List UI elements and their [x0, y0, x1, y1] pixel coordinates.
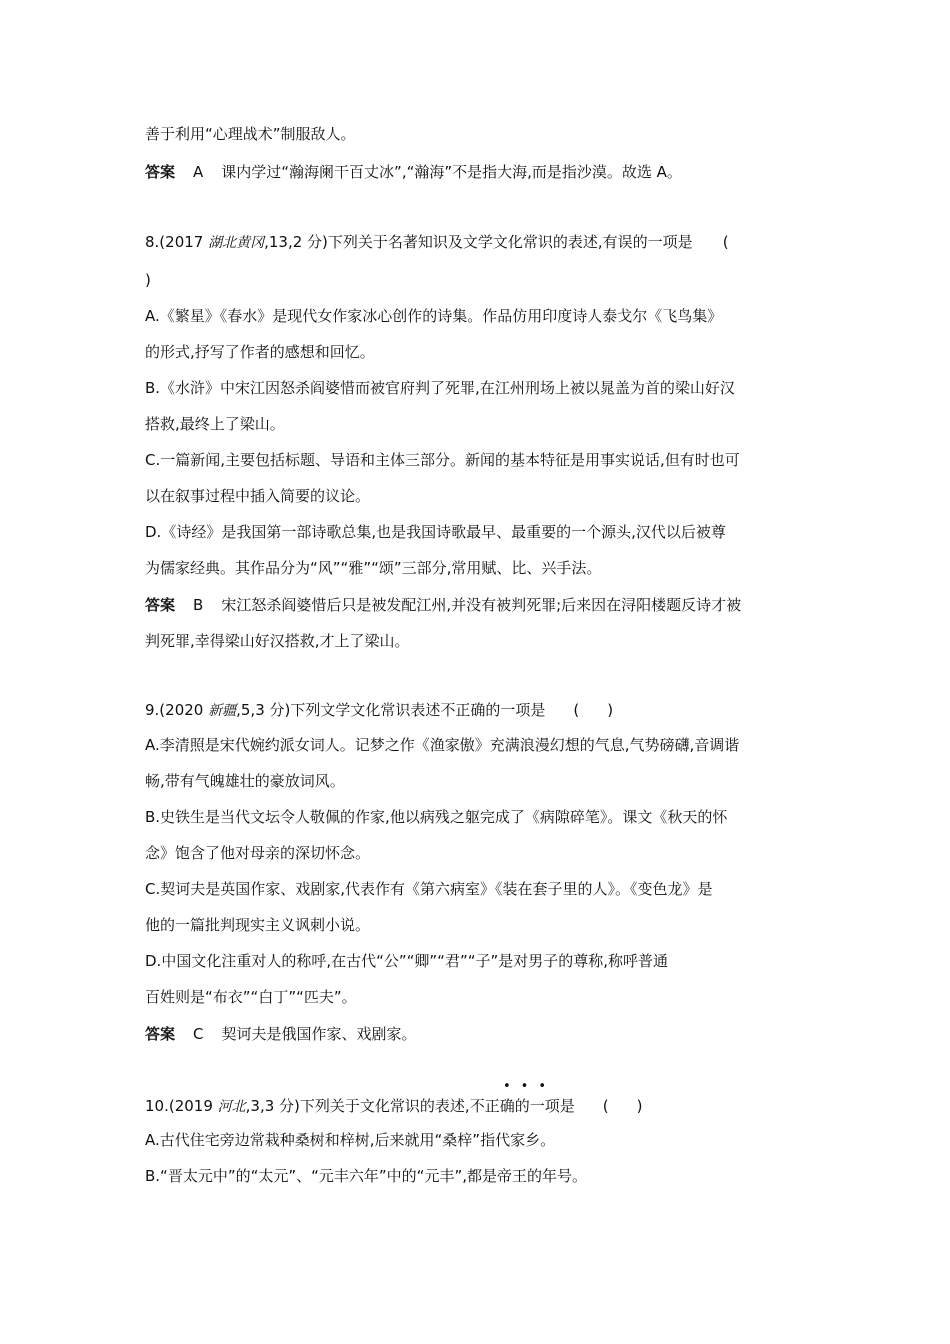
question-meta: ,13,2 分)	[264, 233, 328, 251]
option-b-line1: B.《水浒》中宋江因怒杀阎婆惜而被官府判了死罪,在江州刑场上被以晁盖为首的梁山好汉	[145, 379, 735, 397]
question-number: 9.(2020	[145, 701, 209, 719]
question-text: 下列关于名著知识及文学文化常识的表述,有误的一项是	[327, 233, 693, 251]
option-c-line1: C.一篇新闻,主要包括标题、导语和主体三部分。新闻的基本特征是用事实说话,但有时也可	[145, 451, 740, 469]
question-source: 新疆	[208, 703, 237, 719]
option-c-line2: 他的一篇批判现实主义讽刺小说。	[145, 916, 371, 934]
answer-paren: ()	[573, 701, 642, 719]
answer-8	[145, 595, 741, 615]
option-d-line2: 百姓则是“布衣”“白丁”“匹夫”。	[145, 988, 357, 1006]
option-b-line2: 念》饱含了他对母亲的深切怀念。	[145, 844, 371, 862]
answer-letter: C	[193, 1025, 204, 1043]
question-number: 8.(2017	[145, 233, 209, 251]
option-c-line1: C.契诃夫是英国作家、戏剧家,代表作有《第六病室》《装在套子里的人》。《变色龙》是	[145, 880, 713, 898]
answer-paren: ()	[602, 1097, 671, 1115]
option-a-line1: A.李清照是宋代婉约派女词人。记梦之作《渔家傲》充满浪漫幻想的气息,气势磅礴,音调谐	[145, 736, 740, 754]
option-a-line1: A.古代住宅旁边常栽种桑树和梓树,后来就用“桑梓”指代家乡。	[145, 1131, 556, 1149]
question-source: 河北	[217, 1099, 246, 1115]
option-b-line1: B.“晋太元中”的“太元”、“元丰六年”中的“元丰”,都是帝王的年号。	[145, 1167, 587, 1185]
option-d-line1: D.《诗经》是我国第一部诗歌总集,也是我国诗歌最早、最重要的一个源头,汉代以后被尊	[145, 523, 726, 541]
question-source: 湖北黄冈	[208, 235, 265, 251]
option-b-line2: 搭救,最终上了梁山。	[145, 415, 285, 433]
answer-label: 答案	[145, 1025, 176, 1043]
answer-8-line2: 判死罪,幸得梁山好汉搭救,才上了梁山。	[145, 632, 410, 650]
question-10-stem	[145, 1096, 670, 1117]
answer-text: 宋江怒杀阎婆惜后只是被发配江州,并没有被判死罪;后来因在浔阳楼题反诗才被	[221, 596, 742, 614]
option-d-line1: D.中国文化注重对人的称呼,在古代“公”“卿”“君”“子”是对男子的尊称,称呼普通	[145, 952, 669, 970]
question-meta: ,3,3 分)	[245, 1097, 300, 1115]
intro-line: 善于利用“心理战术”制服敌人。	[145, 125, 356, 143]
option-a-line2: 畅,带有气魄雄壮的豪放词风。	[145, 772, 345, 790]
answer-label: 答案	[145, 596, 176, 614]
answer-label: 答案	[145, 163, 176, 181]
option-b-line1: B.史铁生是当代文坛令人敬佩的作家,他以病残之躯完成了《病隙碎笔》。课文《秋天的怀	[145, 808, 728, 826]
answer-9	[145, 1024, 417, 1044]
question-meta: ,5,3 分)	[236, 701, 291, 719]
option-a-line2: 的形式,抒写了作者的感想和回忆。	[145, 343, 375, 361]
answer-text: 课内学过“瀚海阑干百丈冰”,“瀚海”不是指大海,而是指沙漠。故选 A。	[221, 163, 682, 181]
option-d-line2: 为儒家经典。其作品分为“风”“雅”“颂”三部分,常用赋、比、兴手法。	[145, 559, 602, 577]
answer-letter: A	[193, 163, 204, 181]
answer-paren-close: )	[145, 271, 151, 289]
option-c-line2: 以在叙事过程中插入简要的议论。	[145, 487, 371, 505]
question-emphasis: 不正确	[469, 1097, 515, 1115]
question-8-stem	[145, 232, 729, 253]
answer-7	[145, 162, 682, 182]
answer-letter: B	[193, 596, 204, 614]
question-9-stem	[145, 700, 641, 721]
emphasis-dots: •••	[503, 1079, 557, 1094]
question-text: 下列文学文化常识表述不正确的一项是	[290, 701, 546, 719]
answer-text: 契诃夫是俄国作家、戏剧家。	[221, 1025, 417, 1043]
question-text: 下列关于文化常识的表述,	[299, 1097, 470, 1115]
question-text-end: 的一项是	[514, 1097, 575, 1115]
question-number: 10.(2019	[145, 1097, 218, 1115]
answer-paren-open: (	[722, 233, 729, 251]
option-a-line1: A.《繁星》《春水》是现代女作家冰心创作的诗集。作品仿用印度诗人泰戈尔《飞鸟集》	[145, 307, 723, 325]
